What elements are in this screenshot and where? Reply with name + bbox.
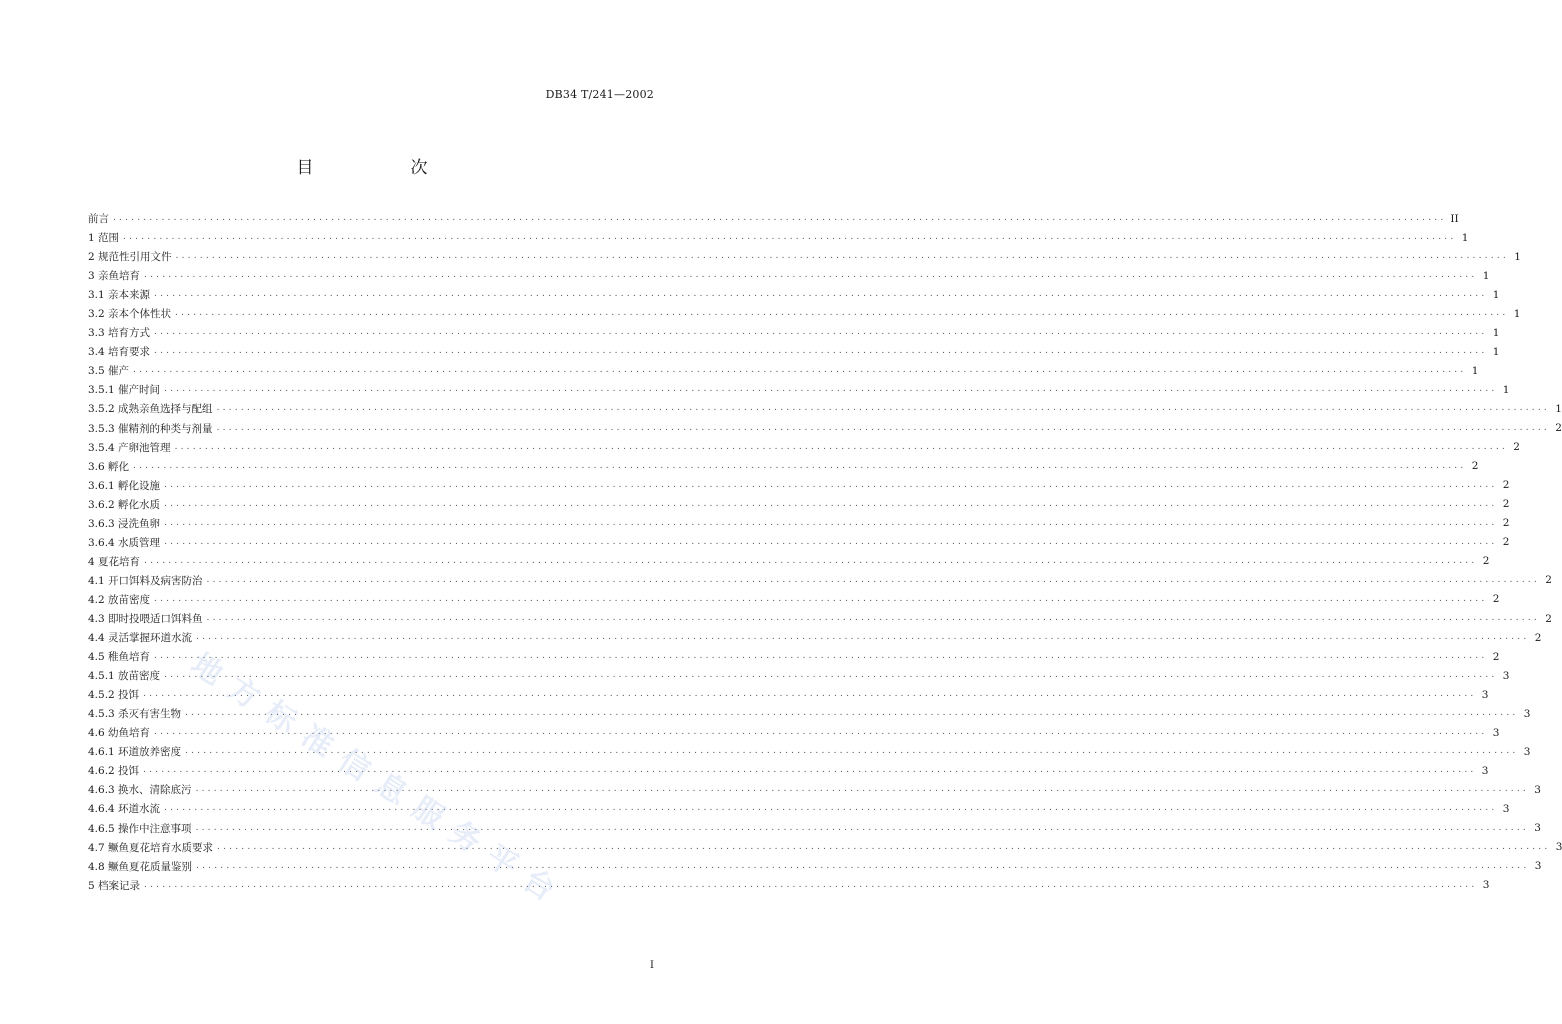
toc-entry-label: 2 规范性引用文件 [88,251,172,264]
toc-entry[interactable] [88,876,1490,895]
dot-leader: ............................................................................................................................................................................................................................ [154,651,1488,662]
toc-entry[interactable] [88,247,1521,266]
toc-entry[interactable] [88,723,1500,742]
toc-entry-page: 2 [1492,650,1500,663]
dot-leader: ............................................................................................................................................................................................................................ [164,498,1498,509]
toc-entry[interactable] [88,647,1500,666]
toc-entry-page: 3 [1502,669,1510,682]
dot-leader: ............................................................................................................................................................................................................................ [144,555,1478,566]
watermark: 地方标准信息服务平台 [184,646,573,916]
dot-leader: ............................................................................................................................................................................................................................ [164,384,1498,395]
dot-leader: ............................................................................................................................................................................................................................ [216,422,1550,433]
document-code: DB34 T/241—2002 [545,88,654,101]
page-number: I [650,960,654,971]
toc-entry[interactable] [88,514,1510,533]
toc-entry[interactable] [88,628,1542,647]
toc-entry-label: 4.6.2 投饵 [88,765,140,778]
toc-entry[interactable] [88,228,1469,247]
toc-entry-label: 4.6.3 换水、清除底污 [88,784,192,797]
toc-entry-label: 3.5.2 成熟亲鱼选择与配组 [88,403,213,416]
toc-entry-page: 3 [1502,802,1510,815]
toc-entry[interactable] [88,571,1552,590]
toc-entry-label: 4.5.3 杀灭有害生物 [88,708,182,721]
dot-leader: ............................................................................................................................................................................................................................ [154,346,1488,357]
toc-entry-label: 1 范围 [88,232,120,245]
toc-entry-page: 3 [1481,764,1489,777]
dot-leader: ............................................................................................................................................................................................................................ [164,479,1498,490]
toc-entry[interactable] [88,761,1489,780]
toc-entry-label: 3.4 培育要求 [88,346,151,359]
toc-entry[interactable] [88,704,1531,723]
toc-entry[interactable] [88,780,1541,799]
toc-entry-page: 2 [1502,498,1510,511]
dot-leader: ............................................................................................................................................................................................................................ [144,270,1478,281]
toc-entry[interactable] [88,361,1479,380]
toc-entry[interactable] [88,495,1510,514]
toc-entry-label: 前言 [88,213,109,226]
toc-entry-page: 3 [1492,726,1500,739]
toc-entry-label: 3.5.4 产卵池管理 [88,441,171,454]
toc-entry[interactable] [88,552,1490,571]
toc-entry[interactable] [88,476,1510,495]
toc-entry[interactable] [88,457,1479,476]
table-of-contents [88,209,1562,895]
toc-entry-page: 2 [1513,441,1520,454]
dot-leader: ............................................................................................................................................................................................................................ [164,536,1498,547]
toc-entry-label: 4.7 鳜鱼夏花培育水质要求 [88,841,214,854]
toc-entry[interactable] [88,819,1541,838]
dot-leader: ............................................................................................................................................................................................................................ [175,251,1509,262]
toc-entry-page: 2 [1555,422,1562,435]
toc-entry[interactable] [88,838,1562,857]
toc-entry-page: 3 [1534,860,1542,873]
toc-entry-label: 3.6.1 孵化设施 [88,479,161,492]
toc-entry[interactable] [88,342,1500,361]
toc-entry-page: 3 [1534,783,1541,796]
toc-entry-page: 3 [1523,745,1531,758]
dot-leader: ............................................................................................................................................................................................................................ [164,670,1498,681]
toc-entry-page: 1 [1514,250,1521,263]
dot-leader: ............................................................................................................................................................................................................................ [133,365,1467,376]
toc-entry-label: 4.1 开口饵料及病害防治 [88,574,203,587]
dot-leader: ............................................................................................................................................................................................................................ [195,784,1529,795]
dot-leader: ............................................................................................................................................................................................................................ [206,574,1540,585]
toc-entry-label: 3.6.2 孵化水质 [88,498,161,511]
toc-entry-label: 4 夏花培育 [88,555,141,568]
page-title: 目 次 [296,158,468,178]
dot-leader: ............................................................................................................................................................................................................................ [154,727,1488,738]
toc-entry-label: 4.4 灵活掌握环道水流 [88,632,193,645]
dot-leader: ............................................................................................................................................................................................................................ [185,708,1519,719]
toc-entry-page: 1 [1555,402,1562,415]
dot-leader: ............................................................................................................................................................................................................................ [216,403,1550,414]
toc-entry-page: 2 [1502,479,1510,492]
dot-leader: ............................................................................................................................................................................................................................ [164,517,1498,528]
toc-entry-label: 3.6 孵化 [88,460,130,473]
toc-entry-page: 2 [1534,631,1542,644]
toc-entry-label: 3.3 培育方式 [88,327,151,340]
toc-entry-label: 3.2 亲本个体性状 [88,308,172,321]
toc-entry-label: 3.6.4 水质管理 [88,536,161,549]
dot-leader: ............................................................................................................................................................................................................................ [154,289,1488,300]
toc-entry-page: 2 [1545,574,1552,587]
toc-entry-label: 3.1 亲本来源 [88,289,151,302]
toc-entry[interactable] [88,419,1562,438]
toc-entry[interactable] [88,285,1500,304]
dot-leader: ............................................................................................................................................................................................................................ [113,213,1447,224]
toc-entry-label: 4.5.2 投饵 [88,689,140,702]
toc-entry[interactable] [88,799,1510,818]
toc-entry-page: II [1450,212,1459,225]
dot-leader: ............................................................................................................................................................................................................................ [154,593,1488,604]
toc-entry-label: 3.5.3 催精剂的种类与剂量 [88,422,213,435]
dot-leader: ............................................................................................................................................................................................................................ [185,746,1519,757]
toc-entry-page: 2 [1502,536,1510,549]
toc-entry-page: 2 [1502,517,1510,530]
toc-entry[interactable] [88,323,1500,342]
toc-entry[interactable] [88,399,1562,418]
toc-entry-page: 1 [1471,364,1479,377]
toc-entry-page: 1 [1502,383,1510,396]
dot-leader: ............................................................................................................................................................................................................................ [206,613,1540,623]
toc-entry[interactable] [88,666,1510,685]
toc-entry-page: 1 [1492,288,1500,301]
toc-entry[interactable] [88,266,1490,285]
dot-leader: ............................................................................................................................................................................................................................ [133,460,1467,471]
toc-entry-label: 3.6.3 浸洗鱼卵 [88,517,161,530]
toc-entry[interactable] [88,438,1520,457]
dot-leader: ............................................................................................................................................................................................................................ [217,841,1551,852]
toc-entry-page: 1 [1482,269,1490,282]
dot-leader: ............................................................................................................................................................................................................................ [164,803,1498,814]
dot-leader: ............................................................................................................................................................................................................................ [196,632,1530,643]
toc-entry[interactable] [88,742,1531,761]
toc-entry-page: 1 [1492,326,1500,339]
toc-entry[interactable] [88,304,1521,323]
dot-leader: ............................................................................................................................................................................................................................ [175,308,1509,319]
toc-entry-label: 4.2 放苗密度 [88,593,151,606]
toc-entry[interactable] [88,209,1459,228]
dot-leader: ............................................................................................................................................................................................................................ [154,327,1488,338]
toc-entry-page: 3 [1523,707,1531,720]
toc-entry[interactable] [88,380,1510,399]
toc-entry-label: 5 档案记录 [88,879,141,892]
toc-entry-label: 4.8 鳜鱼夏花质量鉴别 [88,860,193,873]
toc-entry-page: 2 [1482,555,1490,568]
toc-entry[interactable] [88,590,1500,609]
toc-entry-page: 3 [1534,822,1541,835]
dot-leader: ............................................................................................................................................................................................................................ [196,860,1530,871]
toc-entry[interactable] [88,685,1489,704]
toc-entry-label: 3.5 催产 [88,365,130,378]
toc-entry-page: 1 [1492,345,1500,358]
toc-entry-label: 4.3 即时投喂适口饵料鱼 [88,613,203,625]
toc-entry-page: 2 [1492,593,1500,606]
dot-leader: ............................................................................................................................................................................................................................ [143,689,1477,700]
toc-entry-page: 2 [1545,612,1552,625]
dot-leader: ............................................................................................................................................................................................................................ [195,822,1529,833]
toc-entry-label: 4.5.1 放苗密度 [88,670,161,683]
toc-entry[interactable] [88,857,1542,876]
dot-leader: ............................................................................................................................................................................................................................ [144,879,1478,890]
dot-leader: ............................................................................................................................................................................................................................ [143,765,1477,776]
dot-leader: ............................................................................................................................................................................................................................ [123,232,1457,243]
toc-entry-label: 3.5.1 催产时间 [88,384,161,397]
toc-entry-page: 1 [1513,307,1521,320]
toc-entry-label: 4.5 稚鱼培育 [88,651,151,664]
toc-entry-label: 3 亲鱼培育 [88,270,141,283]
toc-entry-page: 2 [1471,460,1479,473]
toc-entry-label: 4.6.5 操作中注意事项 [88,822,192,835]
toc-entry[interactable] [88,609,1552,628]
toc-entry-page: 1 [1461,231,1469,244]
toc-entry-label: 4.6.4 环道水流 [88,803,161,816]
toc-entry-page: 3 [1481,688,1489,701]
toc-entry-page: 3 [1482,879,1490,892]
toc-entry-label: 4.6 幼鱼培育 [88,727,151,740]
toc-entry-page: 3 [1555,841,1562,854]
toc-entry-label: 4.6.1 环道放养密度 [88,746,182,759]
dot-leader: ............................................................................................................................................................................................................................ [174,441,1508,452]
toc-entry[interactable] [88,533,1510,552]
